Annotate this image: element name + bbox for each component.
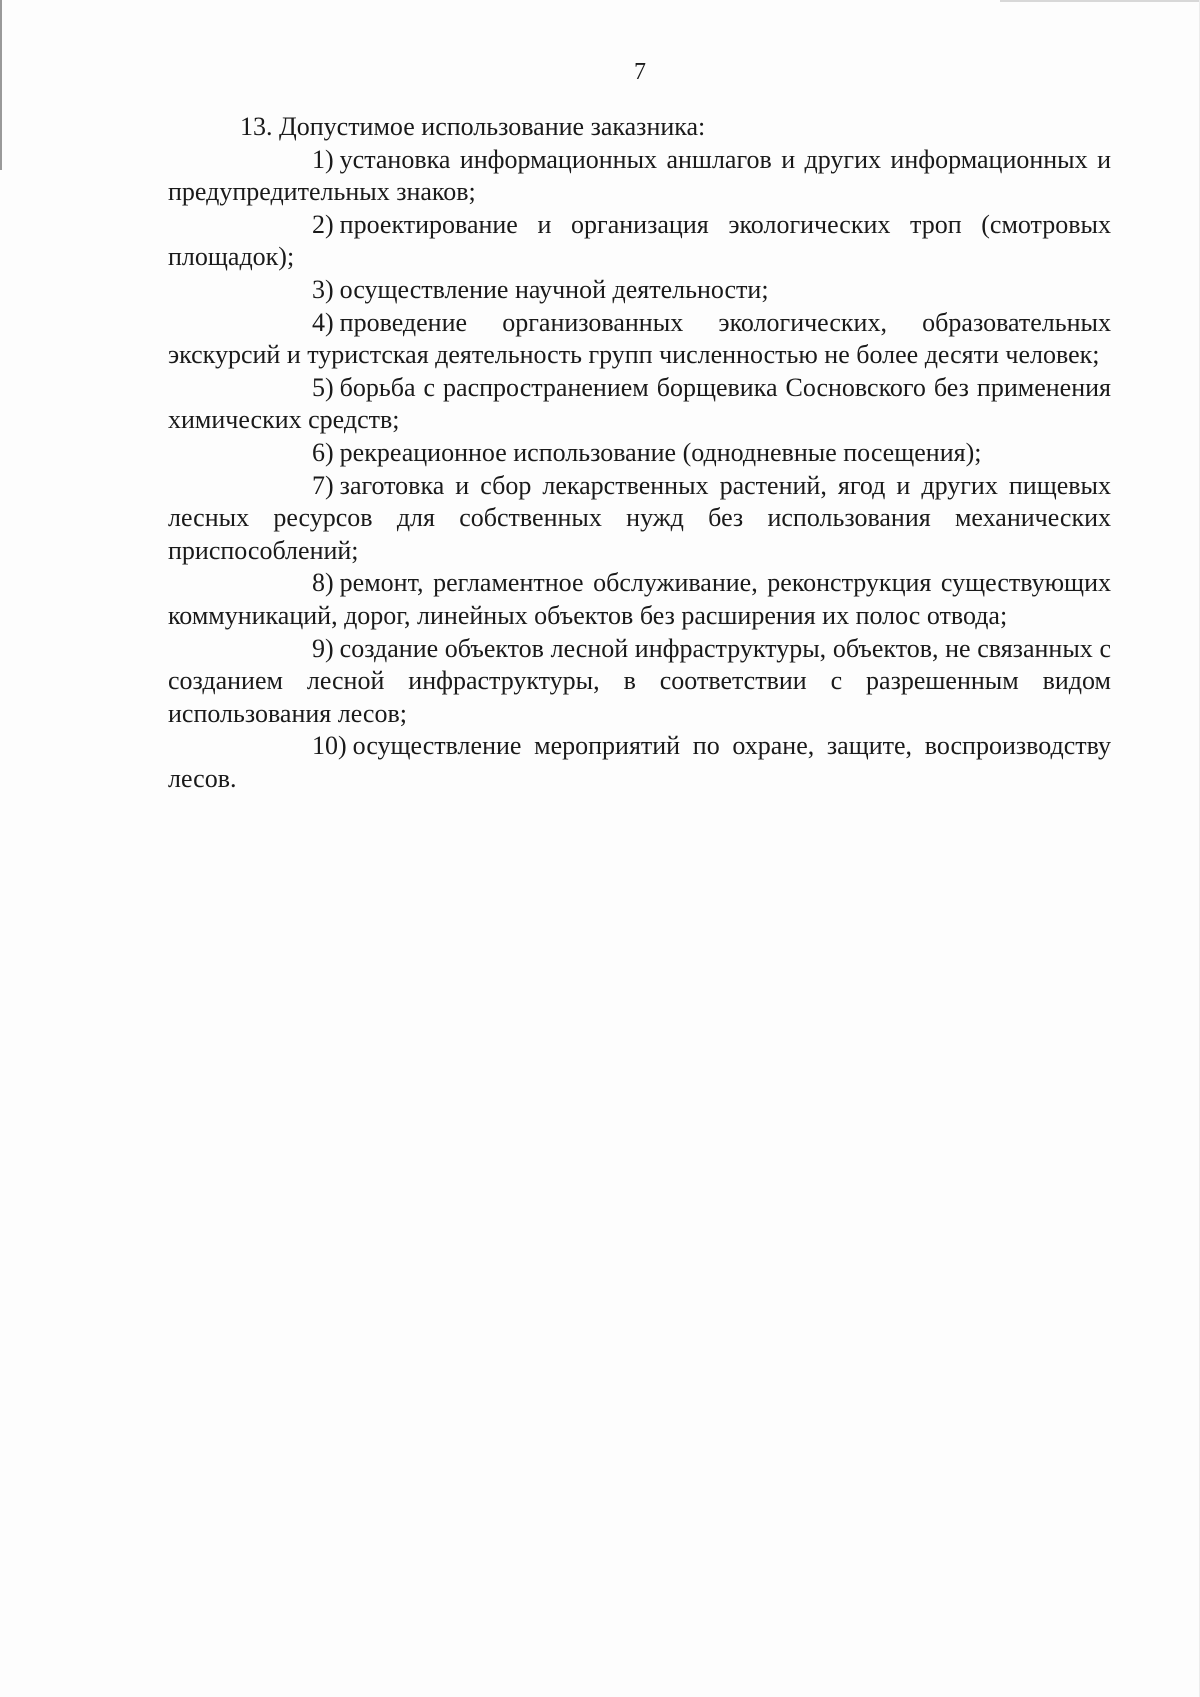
item-number: 1): [312, 144, 334, 174]
list-item: [168, 274, 1111, 307]
scan-edge-top: [1000, 0, 1200, 2]
list-item: [168, 730, 1111, 795]
item-number: 7): [312, 470, 334, 500]
list-item: [168, 372, 1111, 437]
item-text: проектирование и организация экологических троп (смотровых площадок);: [168, 209, 1111, 272]
item-number: 9): [312, 633, 334, 663]
item-text: осуществление мероприятий по охране, защите, воспроизводству лесов.: [168, 731, 1111, 793]
item-number: 10): [312, 731, 347, 761]
list-item: [168, 209, 1111, 274]
item-number: 3): [312, 274, 334, 304]
item-text: заготовка и сбор лекарственных растений, ягод и других пищевых лесных ресурсов для собственных нужд без использования механических приспособлений;: [168, 470, 1111, 565]
list-item: [168, 567, 1111, 632]
item-number: 5): [312, 372, 334, 402]
item-number: 6): [312, 437, 334, 467]
item-text: установка информационных аншлагов и других информационных и предупредительных знаков;: [168, 144, 1111, 207]
list-item: [168, 144, 1111, 209]
item-text: осуществление научной деятельности;: [339, 274, 769, 304]
item-text: рекреационное использование (однодневные посещения);: [339, 437, 982, 467]
list-item: [168, 437, 1111, 470]
item-text: ремонт, регламентное обслуживание, реконструкция существующих коммуникаций, дорог, линейных объектов без расширения их полос отвода;: [168, 568, 1111, 630]
item-number: 2): [312, 209, 334, 239]
item-number: 8): [312, 568, 334, 598]
list-item: [168, 633, 1111, 731]
section-heading: 13. Допустимое использование заказника:: [240, 112, 706, 141]
item-number: 4): [312, 307, 334, 337]
item-text: проведение организованных экологических, образовательных экскурсий и туристская деятельность групп численностью не более десяти человек;: [168, 307, 1111, 370]
item-text: борьба с распространением борщевика Сосновского без применения химических средств;: [168, 372, 1111, 435]
item-text: создание объектов лесной инфраструктуры, объектов, не связанных с созданием лесной инфраструктуры, в соответствии с разрешенным видом использования лесов;: [168, 633, 1111, 728]
list-item: [168, 470, 1111, 568]
document-body: [168, 111, 1111, 795]
page-number: 7: [634, 59, 646, 85]
list-item: [168, 307, 1111, 372]
